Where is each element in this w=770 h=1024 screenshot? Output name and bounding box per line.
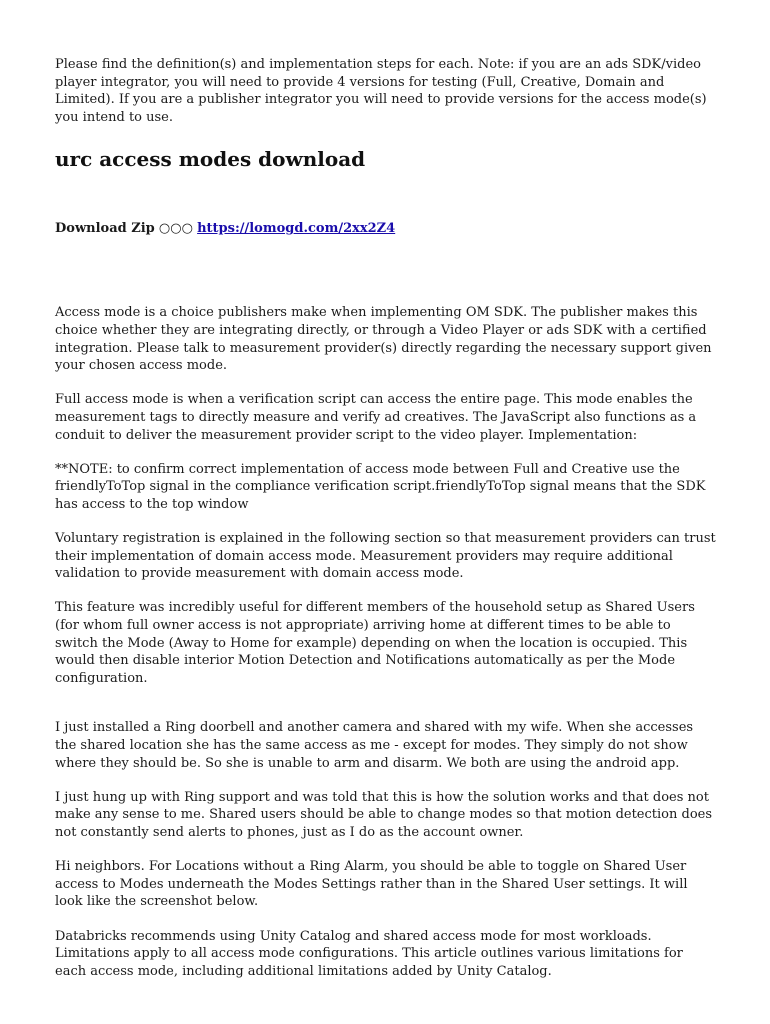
paragraph: Databricks recommends using Unity Catalog and shared access mode for most workloads. Limitations apply to all access mode configurations. This article outlines various limitations for each access mode, including additional limitations added by Unity Catalog. bbox=[55, 928, 683, 979]
document-page bbox=[55, 56, 717, 997]
paragraph: Hi neighbors. For Locations without a Ring Alarm, you should be able to toggle on Shared User access to Modes underneath the Modes Settings rather than in the Shared User settings. It will look like the screenshot below. bbox=[55, 859, 688, 910]
article-body bbox=[55, 304, 717, 980]
page-title: urc access modes download bbox=[55, 147, 366, 172]
download-link[interactable]: https://lomogd.com/2xx2Z4 bbox=[197, 221, 396, 237]
intro-paragraph: Please find the definition(s) and implementation steps for each. Note: if you are an ads SDK/video player integrator, you will need to provide 4 versions for testing (Full, Creative, Domain and Limited). If you are a publisher integrator you will need to provide versions for the access mode(s) you intend to use. bbox=[55, 57, 707, 125]
paragraph: This feature was incredibly useful for different members of the household setup as Shared Users (for whom full owner access is not appropriate) arriving home at different times to be able to switch the Mode (Away to Home for example) depending on when the location is occupied. This would then disable interior Motion Detection and Notifications automatically as per the Mode configuration. bbox=[55, 600, 695, 686]
download-symbols: ○○○ bbox=[158, 221, 193, 237]
paragraph: **NOTE: to confirm correct implementation of access mode between Full and Creative use the friendlyToTop signal in the compliance verification script.friendlyToTop signal means that the SDK has access to the top window bbox=[55, 461, 706, 512]
paragraph: Full access mode is when a verification script can access the entire page. This mode enables the measurement tags to directly measure and verify ad creatives. The JavaScript also functions as a conduit to deliver the measurement provider script to the video player. Implementation: bbox=[55, 392, 697, 443]
paragraph: I just installed a Ring doorbell and another camera and shared with my wife. When she accesses the shared location she has the same access as me - except for modes. They simply do not show where they should be. So she is unable to arm and disarm. We both are using the android app. bbox=[55, 720, 694, 771]
download-line bbox=[55, 220, 717, 238]
paragraph: Access mode is a choice publishers make when implementing OM SDK. The publisher makes this choice whether they are integrating directly, or through a Video Player or ads SDK with a certified integration. Please talk to measurement provider(s) directly regarding the necessary support given your chosen access mode. bbox=[55, 305, 712, 374]
paragraph: Voluntary registration is explained in the following section so that measurement providers can trust their implementation of domain access mode. Measurement providers may require additional validation to provide measurement with domain access mode. bbox=[55, 531, 716, 582]
paragraph: I just hung up with Ring support and was told that this is how the solution works and that does not make any sense to me. Shared users should be able to change modes so that motion detection does not constantly send alerts to phones, just as I do as the account owner. bbox=[55, 789, 713, 840]
download-label: Download Zip bbox=[55, 221, 155, 237]
